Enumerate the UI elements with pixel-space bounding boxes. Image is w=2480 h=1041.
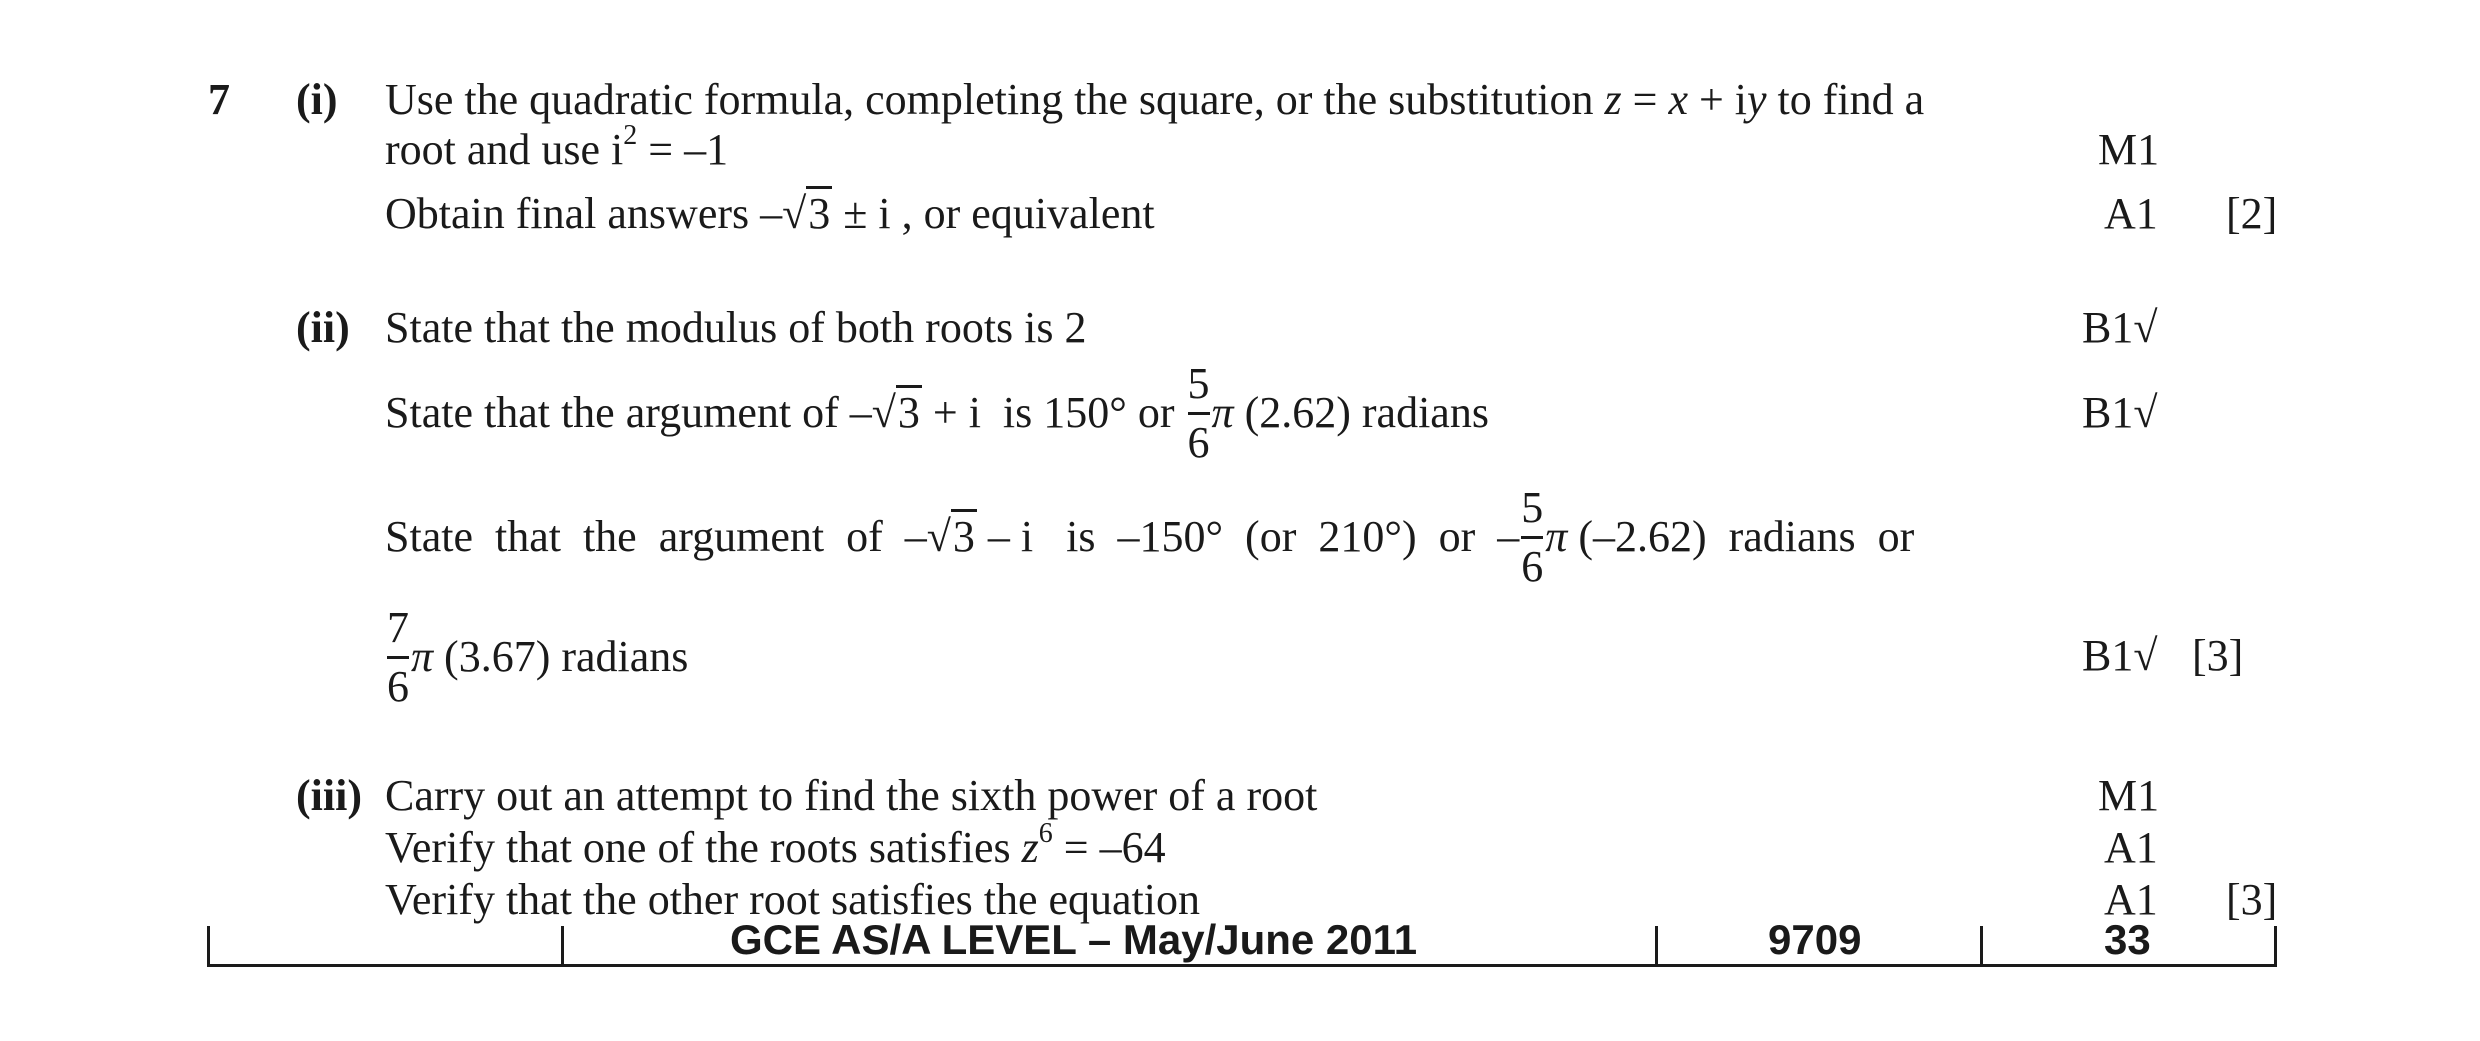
footer-bottom-rule bbox=[207, 964, 2277, 967]
part-iii-line1: Carry out an attempt to find the sixth power of a root bbox=[385, 771, 1318, 820]
sqrt-symbol: √3 bbox=[782, 188, 832, 240]
part-iii-line3: Verify that the other root satisfies the equation bbox=[385, 875, 1200, 924]
footer-divider-1 bbox=[561, 926, 564, 966]
part-ii-mark-b1-b: B1√ bbox=[2082, 388, 2158, 437]
sqrt-symbol: √3 bbox=[927, 511, 977, 563]
footer-divider-3 bbox=[1980, 926, 1983, 966]
fraction-neg-5-6: $\frac{5}{6}$ bbox=[1521, 482, 1544, 591]
part-iii-line2: Verify that one of the roots satisfies $z^6 = -64$ bbox=[385, 818, 1166, 872]
sqrt-symbol: √3 bbox=[872, 387, 922, 439]
part-i-mark-m1: M1 bbox=[2098, 125, 2160, 174]
footer-exam: GCE AS/A LEVEL – May/June 2011 bbox=[730, 916, 1418, 963]
question-number: 7 bbox=[208, 75, 230, 124]
footer-syllabus: 9709 bbox=[1768, 916, 1862, 963]
part-i-label: (i) bbox=[296, 75, 338, 124]
part-ii-mark-b1-a: B1√ bbox=[2082, 303, 2158, 352]
part-iii-mark-a1-b: A1 bbox=[2104, 875, 2158, 924]
footer-divider-2 bbox=[1655, 926, 1658, 966]
part-i-mark-a1: A1 bbox=[2104, 189, 2158, 238]
part-i-line2: root and use $i^2 = -1$ bbox=[385, 120, 729, 174]
part-iii-label: (iii) bbox=[296, 771, 362, 820]
footer-divider-right bbox=[2274, 926, 2277, 966]
part-ii-line1: State that the modulus of both roots is 2 bbox=[385, 303, 1087, 352]
part-ii-line3: State that the argument of – √3 – i is –150° (or 210°) or – $\frac{5}{6}$ π (–2.62) radians or bbox=[385, 482, 1915, 591]
part-iii-mark-m1: M1 bbox=[2098, 771, 2160, 820]
part-ii-line2: State that the argument of – √3 + i is 150° or $\frac{5}{6}$ π (2.62) radians bbox=[385, 358, 1489, 467]
footer-divider-left bbox=[207, 926, 210, 966]
part-i-total: [2] bbox=[2226, 189, 2278, 238]
part-i-line1: Use the quadratic formula, completing the square, or the substitution z = x + iy to find a bbox=[385, 75, 1925, 124]
part-ii-total: [3] bbox=[2192, 631, 2244, 680]
part-iii-total: [3] bbox=[2226, 875, 2278, 924]
part-ii-mark-b1-c: B1√ bbox=[2082, 631, 2158, 680]
part-ii-label: (ii) bbox=[296, 303, 350, 352]
part-i-line3: Obtain final answers –√3 ± i , or equivalent bbox=[385, 188, 1155, 240]
footer-page-number: 33 bbox=[2104, 916, 2151, 963]
part-ii-line4: $\frac{7}{6}$ π (3.67) radians bbox=[387, 602, 689, 711]
fraction-7-6: $\frac{7}{6}$ bbox=[387, 602, 409, 711]
fraction-5-6: $\frac{5}{6}$ bbox=[1187, 358, 1210, 467]
part-iii-mark-a1-a: A1 bbox=[2104, 823, 2158, 872]
